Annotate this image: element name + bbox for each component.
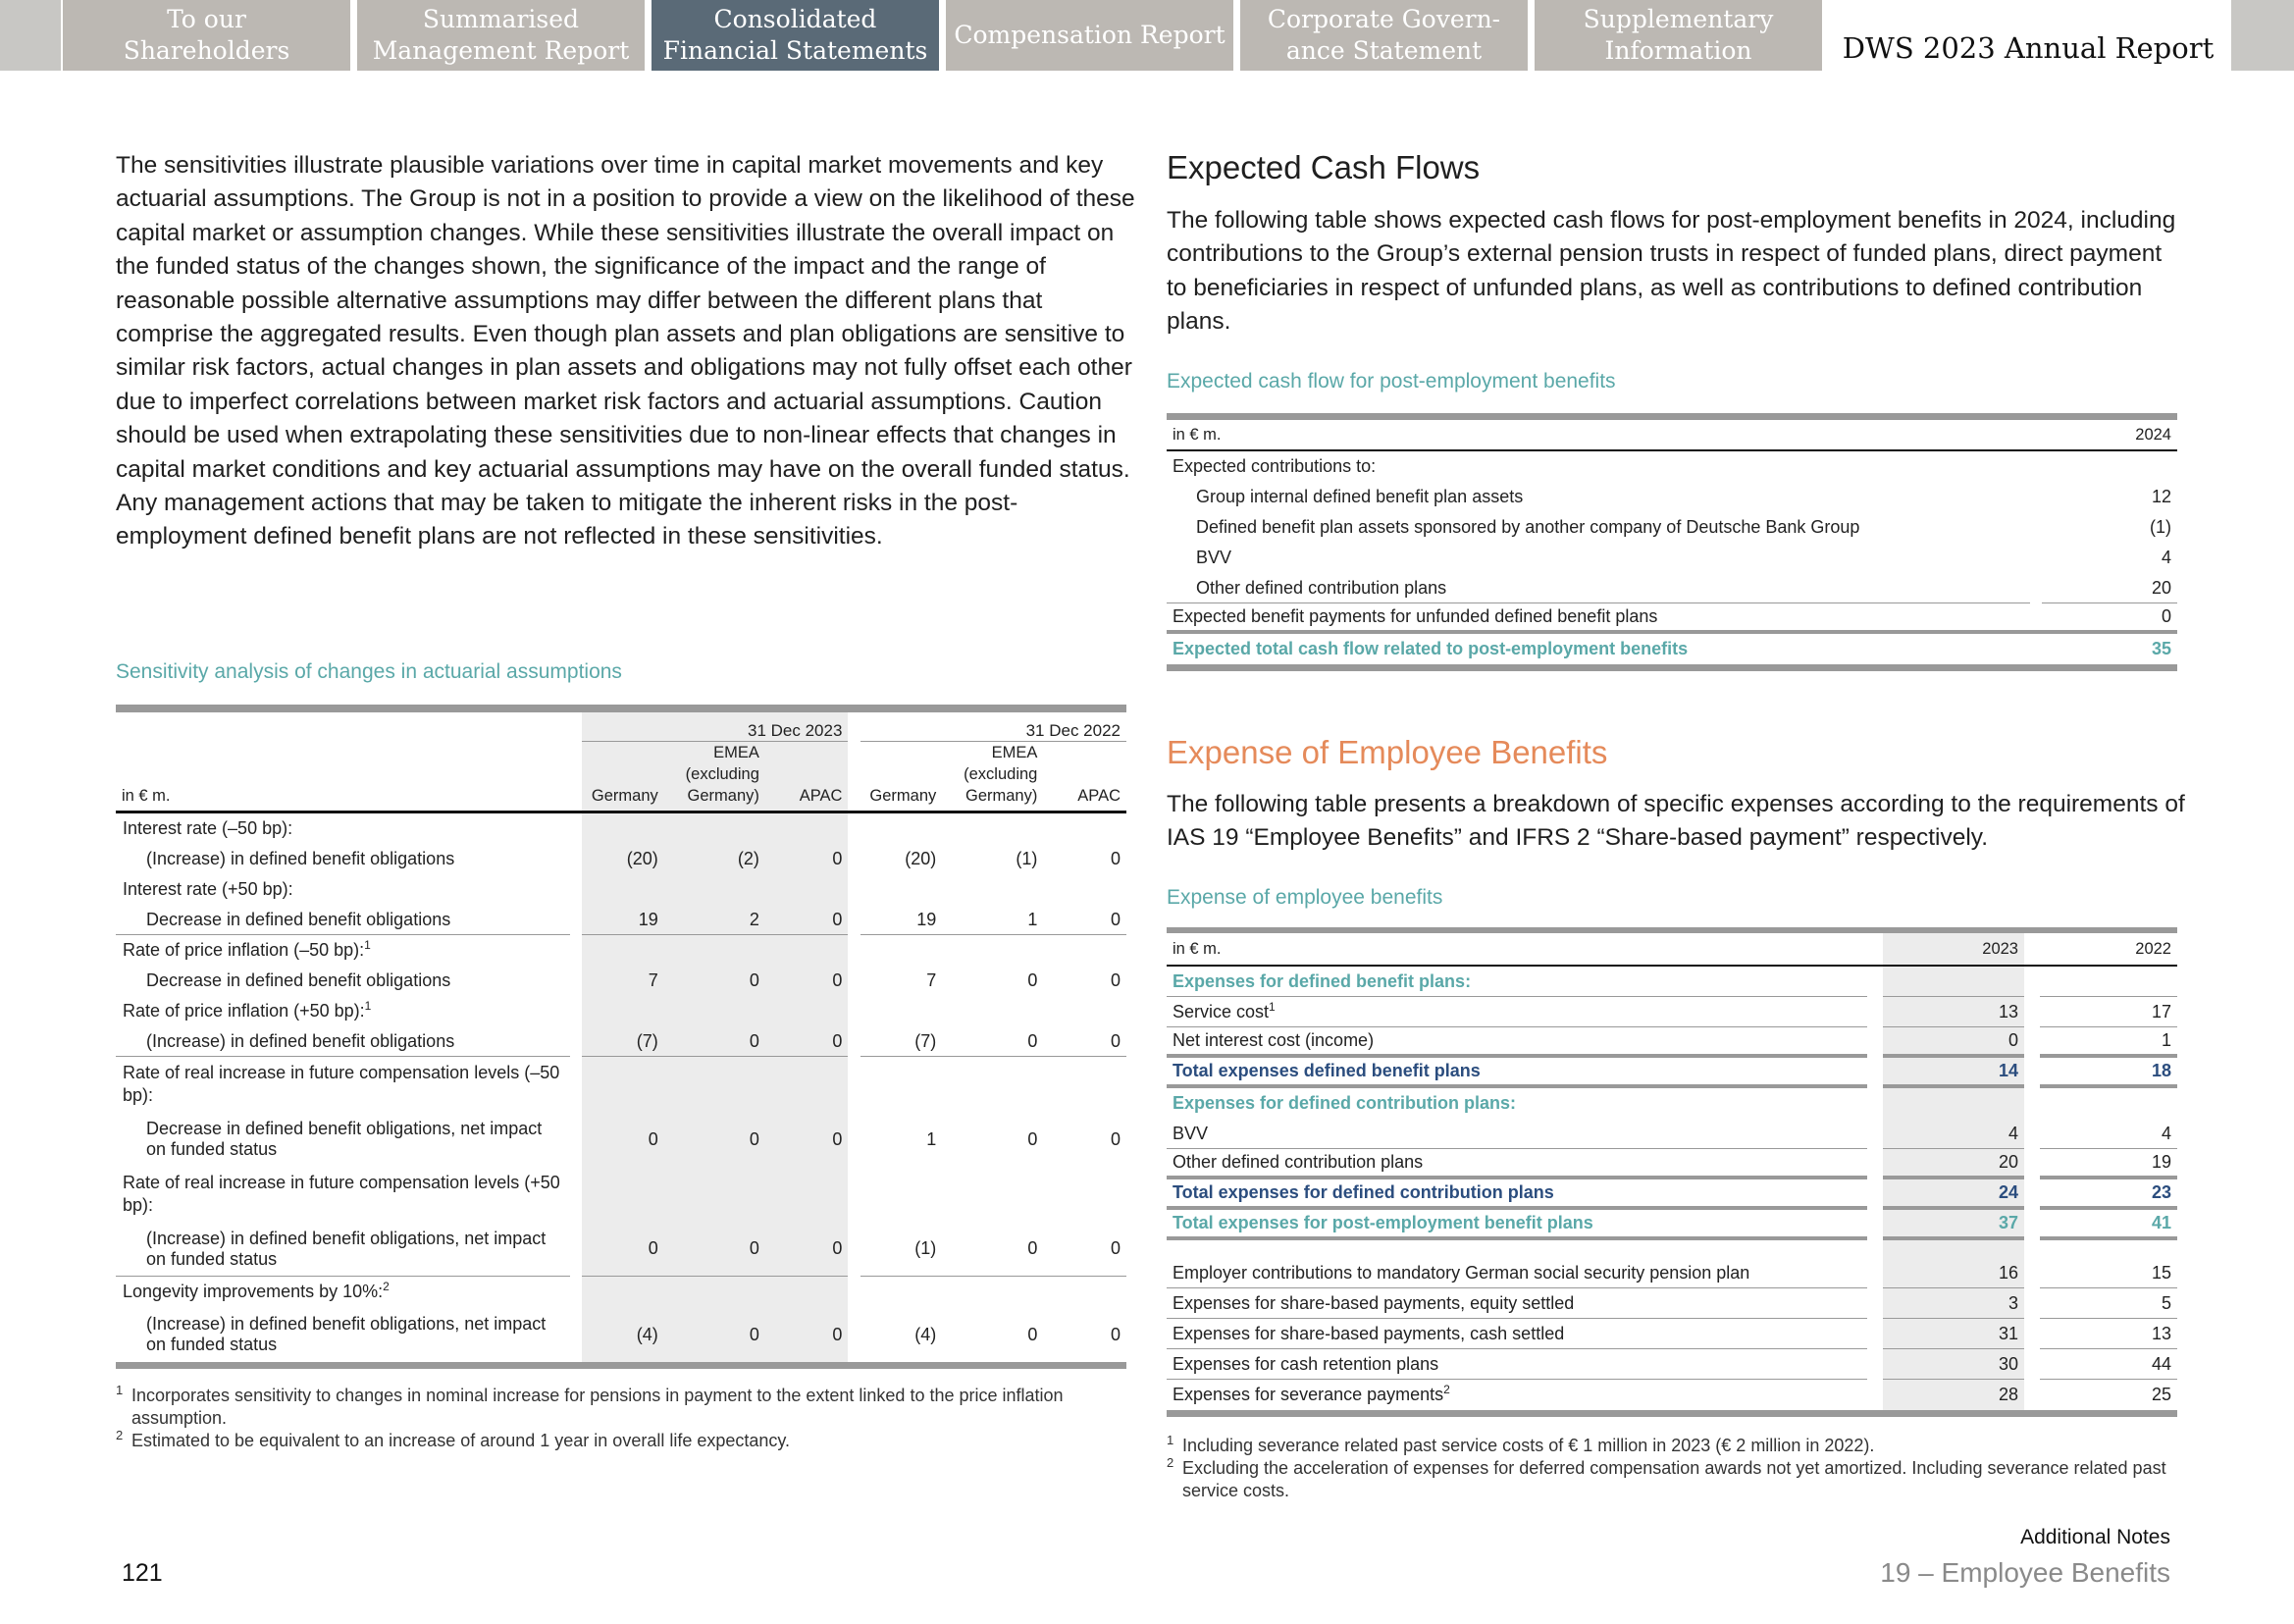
cell-value: 1 bbox=[942, 905, 1043, 935]
row-label: Other defined contribution plans bbox=[1167, 573, 2030, 603]
nav-tab-to-our-shareholders[interactable] bbox=[63, 0, 350, 71]
row-label bbox=[116, 874, 570, 905]
cell-value-2022: 1 bbox=[2040, 1027, 2177, 1058]
cell-value: 0 bbox=[1027, 1128, 1038, 1149]
table-row-group-label bbox=[116, 935, 1126, 966]
table-row-group-label bbox=[116, 1277, 1126, 1307]
cell-value bbox=[582, 813, 664, 844]
table-row-group-label bbox=[116, 1167, 1126, 1222]
row-label bbox=[116, 1167, 570, 1222]
expense-table bbox=[1167, 927, 2177, 1417]
table-row bbox=[116, 905, 1126, 935]
cell-value bbox=[664, 1167, 765, 1222]
cell-value-2022: 41 bbox=[2040, 1210, 2177, 1240]
expense-table-caption: Expense of employee benefits bbox=[1167, 886, 1443, 909]
cell-value bbox=[942, 1277, 1043, 1307]
col-header-emea-line: EMEA bbox=[713, 744, 759, 761]
table-row bbox=[1167, 1288, 2177, 1319]
row-label-text: Expenses for defined contribution plans: bbox=[1173, 1093, 1517, 1113]
table-row-total bbox=[1167, 634, 2177, 664]
cell-value: 19 bbox=[860, 905, 943, 935]
year-header-2023: 2023 bbox=[1883, 933, 2024, 967]
table-row bbox=[1167, 573, 2177, 603]
table-row bbox=[116, 844, 1126, 874]
cell-value bbox=[942, 935, 1043, 966]
cell-value bbox=[765, 813, 849, 844]
cell-value bbox=[664, 874, 765, 905]
row-label bbox=[1167, 1319, 1867, 1349]
footnote bbox=[1167, 1435, 2187, 1457]
expenses-heading: Expense of Employee Benefits bbox=[1167, 734, 1608, 770]
table-row bbox=[116, 966, 1126, 996]
row-label-text: BVV bbox=[1173, 1123, 1209, 1143]
cell-value: 1 bbox=[926, 1128, 937, 1149]
nav-tab-label: ance Statement bbox=[1285, 36, 1483, 65]
table-row bbox=[1167, 1027, 2177, 1058]
row-label-text: Expenses for share-based payments, cash settled bbox=[1173, 1323, 1565, 1343]
cell-value-2022: 23 bbox=[2040, 1179, 2177, 1210]
cell-value-2022: 15 bbox=[2040, 1258, 2177, 1288]
cell-value-2022: 13 bbox=[2040, 1319, 2177, 1349]
col-header-emea-line: Germany) bbox=[965, 787, 1038, 805]
table-row bbox=[1167, 1088, 2177, 1119]
col-header-germany: Germany bbox=[860, 742, 943, 813]
row-label-text: (Increase) in defined benefit obligations, net impact on funded status bbox=[146, 1228, 547, 1269]
table-row bbox=[116, 1307, 1126, 1362]
cell-value: (7) bbox=[582, 1026, 664, 1057]
row-label bbox=[1167, 967, 1867, 997]
row-label bbox=[1167, 1258, 1867, 1288]
nav-tab-label: Management Report bbox=[372, 36, 630, 65]
row-label-text: Expenses for severance payments bbox=[1173, 1385, 1444, 1404]
row-label bbox=[116, 1026, 570, 1057]
cell-value: 0 bbox=[664, 1026, 765, 1057]
footnote-mark: 2 bbox=[1167, 1455, 1174, 1470]
row-label-text: Expenses for defined benefit plans: bbox=[1173, 970, 1472, 991]
expenses-paragraph: The following table presents a breakdown of specific expenses according to the requirements of IAS 19 “Employee Benefits” and IFRS 2 “Share-based payment” respectively. bbox=[1167, 791, 2185, 852]
table-row bbox=[1167, 482, 2177, 512]
nav-tab-summarised-management-report[interactable] bbox=[357, 0, 645, 71]
col-header-apac: APAC bbox=[765, 742, 849, 813]
row-label-text: Rate of price inflation (–50 bp): bbox=[123, 940, 365, 960]
cell-value: 0 bbox=[1027, 970, 1038, 990]
nav-tab-compensation-report[interactable] bbox=[946, 0, 1233, 71]
col-header-emea-line: EMEA bbox=[991, 744, 1038, 761]
row-label-text: Decrease in defined benefit obligations, net impact on funded status bbox=[146, 1119, 543, 1159]
cell-value bbox=[860, 813, 943, 844]
cell-value: 0 bbox=[664, 1307, 765, 1362]
row-label-text: Decrease in defined benefit obligations bbox=[146, 970, 451, 990]
intro-paragraph: The sensitivities illustrate plausible variations over time in capital market movements and key actuarial assumptions. The Group is not in a position to provide a view on the likelihood of these capital market or assumption changes. While these sensitivities illustrate the overall impact on the funded status of the changes shown, the significance of the impact and the range of reasonable possible alternative assumptions may differ between the different plans that comprise the aggregated results. Even though plan assets and plan obligations are sensitive to similar risk factors, actual changes in plan assets and obligations may not fully offset each other due to imperfect correlations between market risk factors and actuarial assumptions. Caution should be used when extrapolating these sensitivities due to non-linear effects that changes in capital market conditions and key actuarial assumptions may have on the overall funded status. Any management actions that may be taken to mitigate the inherent risks in the post-employment defined benefit plans are not reflected in these sensitivities. bbox=[116, 152, 1135, 550]
cell-value: 7 bbox=[926, 970, 937, 990]
row-label-text: Rate of real increase in future compensation levels (–50 bp): bbox=[123, 1063, 560, 1105]
table-row bbox=[1167, 1119, 2177, 1149]
cell-value-2023: 13 bbox=[1883, 997, 2024, 1027]
cell-value bbox=[942, 996, 1043, 1026]
row-value: (1) bbox=[2150, 517, 2171, 537]
row-label: Defined benefit plan assets sponsored by another company of Deutsche Bank Group bbox=[1196, 517, 1860, 537]
cell-value bbox=[765, 1167, 849, 1222]
cell-value-2022: 19 bbox=[2040, 1149, 2177, 1179]
footnote-ref: 1 bbox=[1269, 999, 1276, 1014]
cell-value bbox=[664, 996, 765, 1026]
cell-value: (2) bbox=[664, 844, 765, 874]
unit-label: in € m. bbox=[1167, 420, 2030, 451]
table-row bbox=[1167, 967, 2177, 997]
sensitivity-table-caption: Sensitivity analysis of changes in actuarial assumptions bbox=[116, 660, 622, 683]
sensitivity-table bbox=[116, 705, 1126, 1369]
cell-value: 0 bbox=[1027, 1324, 1038, 1344]
table-row bbox=[1167, 997, 2177, 1027]
table-spacer-row bbox=[1167, 1240, 2177, 1258]
cell-value: 0 bbox=[765, 1112, 849, 1167]
top-navigation bbox=[0, 0, 2294, 71]
cell-value: 0 bbox=[664, 1112, 765, 1167]
cell-value bbox=[664, 1057, 765, 1112]
row-label bbox=[1167, 1380, 1867, 1410]
cell-value-2022: 5 bbox=[2040, 1288, 2177, 1319]
row-label bbox=[116, 935, 570, 966]
cell-value: 7 bbox=[582, 966, 664, 996]
cell-value: 0 bbox=[765, 1222, 849, 1277]
row-label bbox=[1167, 997, 1867, 1027]
cell-value bbox=[942, 1057, 1043, 1112]
cell-value: 0 bbox=[1110, 1324, 1121, 1344]
cell-value: 0 bbox=[765, 905, 849, 935]
cell-value-2023 bbox=[1883, 1088, 2024, 1119]
footnote-ref: 2 bbox=[383, 1280, 390, 1293]
table-row bbox=[1167, 1258, 2177, 1288]
cell-value bbox=[765, 1277, 849, 1307]
cell-value: (1) bbox=[1016, 849, 1038, 868]
table-row-total bbox=[1167, 1210, 2177, 1240]
cell-value bbox=[942, 1167, 1043, 1222]
cell-value: (1) bbox=[860, 1222, 943, 1277]
col-header-emea bbox=[664, 742, 765, 813]
cell-value bbox=[765, 874, 849, 905]
row-label-text: Rate of real increase in future compensation levels (+50 bp): bbox=[123, 1173, 560, 1215]
cell-value bbox=[664, 813, 765, 844]
footnote-text: Incorporates sensitivity to changes in nominal increase for pensions in payment to the extent linked to the price inflation assumption. bbox=[131, 1386, 1064, 1428]
table-row bbox=[116, 1222, 1126, 1277]
cell-value: 0 bbox=[1043, 905, 1126, 935]
cell-value: 0 bbox=[942, 1222, 1043, 1277]
cell-value bbox=[582, 935, 664, 966]
nav-tab-label: Information bbox=[1604, 36, 1752, 65]
year-header: 2024 bbox=[2042, 420, 2177, 451]
footnote-ref: 1 bbox=[364, 938, 371, 952]
row-label: BVV bbox=[1196, 548, 1232, 567]
cell-value-2023: 4 bbox=[1883, 1119, 2024, 1149]
cell-value: (20) bbox=[582, 844, 664, 874]
cell-value: 0 bbox=[664, 966, 765, 996]
row-label bbox=[1167, 1179, 1867, 1210]
cell-value bbox=[1043, 813, 1126, 844]
row-label-text: Total expenses for defined contribution plans bbox=[1173, 1182, 1554, 1202]
cell-value: (20) bbox=[905, 849, 937, 868]
cell-value-2023: 31 bbox=[1883, 1319, 2024, 1349]
table-row bbox=[1167, 603, 2177, 634]
table-row bbox=[1167, 1380, 2177, 1410]
cash-flow-table bbox=[1167, 413, 2177, 671]
row-label bbox=[116, 813, 570, 844]
row-label bbox=[116, 1307, 570, 1362]
cell-value bbox=[765, 1057, 849, 1112]
cell-value bbox=[582, 996, 664, 1026]
table-row-group-label bbox=[116, 874, 1126, 905]
row-label bbox=[1167, 1058, 1867, 1088]
row-label: Expected contributions to: bbox=[1173, 456, 1377, 476]
cell-value bbox=[1043, 1277, 1126, 1307]
row-label bbox=[116, 996, 570, 1026]
cell-value bbox=[765, 935, 849, 966]
table-row bbox=[1167, 543, 2177, 573]
cell-value bbox=[582, 1167, 664, 1222]
row-label bbox=[116, 966, 570, 996]
cell-value bbox=[582, 1277, 664, 1307]
row-label-text: Employer contributions to mandatory German social security pension plan bbox=[1173, 1262, 1750, 1283]
cell-value-2022: 44 bbox=[2040, 1349, 2177, 1380]
footnote-text: Excluding the acceleration of expenses for deferred compensation awards not yet amortized. Including severance related past service costs. bbox=[1182, 1458, 2166, 1500]
cell-value bbox=[860, 1167, 943, 1222]
col-header-emea-line: Germany) bbox=[687, 787, 759, 805]
row-label-text: Interest rate (–50 bp): bbox=[123, 818, 293, 838]
cell-value: 0 bbox=[765, 1026, 849, 1057]
cell-value bbox=[664, 935, 765, 966]
table-row bbox=[116, 1026, 1126, 1057]
cell-value-2022: 17 bbox=[2040, 997, 2177, 1027]
cell-value bbox=[860, 996, 943, 1026]
row-value: 12 bbox=[2151, 487, 2171, 506]
cell-value-2023: 30 bbox=[1883, 1349, 2024, 1380]
footnote-mark: 2 bbox=[116, 1428, 124, 1442]
cell-value: 0 bbox=[942, 1026, 1043, 1057]
table-row bbox=[1167, 1349, 2177, 1380]
cell-value-2023: 20 bbox=[1883, 1149, 2024, 1179]
row-label bbox=[116, 905, 570, 935]
table-row-group-label bbox=[116, 1057, 1126, 1112]
table-row-group-label bbox=[116, 996, 1126, 1026]
col-header-apac: APAC bbox=[1043, 742, 1126, 813]
row-value: 20 bbox=[2042, 573, 2177, 603]
cell-value: 0 bbox=[1043, 1222, 1126, 1277]
row-label bbox=[1167, 1288, 1867, 1319]
table-row bbox=[1167, 512, 2177, 543]
row-value: 35 bbox=[2151, 639, 2171, 658]
row-label-text: Total expenses for post-employment benefit plans bbox=[1173, 1213, 1593, 1232]
cell-value bbox=[1043, 935, 1126, 966]
expense-footnotes bbox=[1167, 1435, 2187, 1502]
col-header-emea bbox=[942, 742, 1043, 813]
row-label-text: (Increase) in defined benefit obligations bbox=[146, 849, 455, 868]
period-header-2022: 31 Dec 2022 bbox=[860, 712, 1126, 742]
footer-section-link[interactable]: Additional Notes bbox=[2020, 1526, 2170, 1548]
nav-tab-corporate-governance-statement[interactable] bbox=[1240, 0, 1528, 71]
cell-value bbox=[1043, 874, 1126, 905]
cell-value-2022: 25 bbox=[2151, 1385, 2171, 1404]
cell-value: 2 bbox=[664, 905, 765, 935]
row-label bbox=[1167, 1027, 1867, 1058]
col-header-emea-line: (excluding bbox=[685, 765, 759, 783]
row-label-text: (Increase) in defined benefit obligations, net impact on funded status bbox=[146, 1314, 547, 1354]
row-label: Group internal defined benefit plan assets bbox=[1196, 487, 1524, 506]
row-label bbox=[1167, 1349, 1867, 1380]
cell-value: 0 bbox=[1110, 1128, 1121, 1149]
cell-value: 0 bbox=[765, 966, 849, 996]
row-label-text: Decrease in defined benefit obligations bbox=[146, 909, 451, 929]
row-label-text: Rate of price inflation (+50 bp): bbox=[123, 1001, 365, 1021]
row-label-text: Interest rate (+50 bp): bbox=[123, 879, 293, 899]
footnote-mark: 1 bbox=[1167, 1433, 1174, 1447]
footnote bbox=[116, 1430, 1136, 1452]
row-label-text: Expenses for share-based payments, equity settled bbox=[1173, 1292, 1575, 1313]
cell-value bbox=[582, 1057, 664, 1112]
nav-edge-left bbox=[0, 0, 61, 71]
table-top-rule bbox=[116, 705, 1126, 712]
cell-value bbox=[1043, 1057, 1126, 1112]
table-row bbox=[116, 1112, 1126, 1167]
cell-value-2022 bbox=[2040, 1088, 2177, 1119]
cell-value: 0 bbox=[582, 1112, 664, 1167]
cell-value: 0 bbox=[664, 1222, 765, 1277]
cell-value bbox=[860, 874, 943, 905]
cell-value: 0 bbox=[765, 844, 849, 874]
row-label-text: Other defined contribution plans bbox=[1173, 1152, 1424, 1172]
nav-tab-label: Compensation Report bbox=[954, 21, 1225, 49]
cell-value: 19 bbox=[582, 905, 664, 935]
row-label bbox=[1167, 1088, 1867, 1119]
row-label bbox=[1167, 1119, 1867, 1149]
cell-value-2023: 16 bbox=[1883, 1258, 2024, 1288]
table-bottom-rule bbox=[1167, 1410, 2177, 1417]
cell-value bbox=[765, 996, 849, 1026]
cell-value-2023: 28 bbox=[1883, 1380, 2024, 1410]
row-value: 4 bbox=[2161, 548, 2171, 567]
nav-tab-label: Shareholders bbox=[123, 36, 290, 65]
cell-value-2022: 18 bbox=[2040, 1058, 2177, 1088]
col-header-germany: Germany bbox=[582, 742, 664, 813]
cell-value bbox=[1043, 1167, 1126, 1222]
nav-edge-right bbox=[2231, 0, 2294, 71]
cell-value bbox=[860, 935, 943, 966]
cash-flows-heading: Expected Cash Flows bbox=[1167, 149, 1481, 185]
row-label-text: Net interest cost (income) bbox=[1173, 1030, 1375, 1050]
row-value: 0 bbox=[2042, 603, 2177, 634]
row-label bbox=[116, 1057, 570, 1112]
table-bottom-rule bbox=[1167, 664, 2177, 671]
table-row-total bbox=[1167, 1058, 2177, 1088]
footer-subsection-link[interactable]: 19 – Employee Benefits bbox=[1880, 1557, 2170, 1588]
cell-value-2023 bbox=[1883, 967, 2024, 997]
nav-tab-supplementary-information[interactable] bbox=[1535, 0, 1822, 71]
table-row-group-label bbox=[116, 813, 1126, 844]
row-label bbox=[116, 1277, 570, 1307]
table-top-rule bbox=[1167, 413, 2177, 420]
col-header-emea-line: (excluding bbox=[964, 765, 1038, 783]
cell-value: (4) bbox=[582, 1307, 664, 1362]
cash-flows-paragraph: The following table shows expected cash flows for post-employment benefits in 2024, including contributions to the Group’s external pension trusts in respect of funded plans, direct payment to beneficiaries in respect of unfunded plans, as well as contributions to defined contribution plans. bbox=[1167, 207, 2176, 336]
nav-tab-consolidated-financial-statements[interactable] bbox=[652, 0, 939, 71]
cell-value-2023: 14 bbox=[1883, 1058, 2024, 1088]
row-label bbox=[1167, 1210, 1867, 1240]
cell-value bbox=[664, 1277, 765, 1307]
row-label: Expected benefit payments for unfunded defined benefit plans bbox=[1167, 603, 2030, 634]
cell-value bbox=[860, 1277, 943, 1307]
table-bottom-rule bbox=[116, 1362, 1126, 1369]
cell-value bbox=[582, 874, 664, 905]
nav-tab-label: Consolidated bbox=[713, 5, 877, 33]
cell-value-2022 bbox=[2040, 967, 2177, 997]
row-label bbox=[116, 1222, 570, 1277]
cell-value-2023: 37 bbox=[1883, 1210, 2024, 1240]
cell-value: 0 bbox=[765, 1307, 849, 1362]
cell-value bbox=[860, 1057, 943, 1112]
cell-value: (4) bbox=[914, 1324, 937, 1344]
cell-value bbox=[1043, 996, 1126, 1026]
footnote-text: Including severance related past service costs of € 1 million in 2023 (€ 2 million in 2022). bbox=[1182, 1436, 1875, 1455]
nav-tab-label: Corporate Govern- bbox=[1267, 5, 1501, 33]
cell-value: 0 bbox=[1110, 849, 1121, 868]
cell-value-2023: 24 bbox=[1883, 1179, 2024, 1210]
cell-value bbox=[942, 874, 1043, 905]
cell-value-2023: 3 bbox=[1883, 1288, 2024, 1319]
cell-value-2023: 0 bbox=[1883, 1027, 2024, 1058]
footnote bbox=[1167, 1457, 2187, 1502]
period-header-2023: 31 Dec 2023 bbox=[582, 712, 848, 742]
row-label-text: Expenses for cash retention plans bbox=[1173, 1353, 1439, 1374]
table-row bbox=[1167, 1319, 2177, 1349]
footnote-ref: 1 bbox=[364, 999, 372, 1013]
row-label-text: (Increase) in defined benefit obligations bbox=[146, 1030, 455, 1051]
cash-flow-table-caption: Expected cash flow for post-employment benefits bbox=[1167, 370, 1616, 393]
cell-value: (7) bbox=[860, 1026, 943, 1057]
row-label-text: Longevity improvements by 10%: bbox=[123, 1282, 384, 1301]
row-label-text: Total expenses defined benefit plans bbox=[1173, 1061, 1481, 1080]
cell-value bbox=[942, 813, 1043, 844]
footnote bbox=[116, 1385, 1136, 1430]
table-row-total bbox=[1167, 1179, 2177, 1210]
cell-value: 0 bbox=[582, 1222, 664, 1277]
footnote-text: Estimated to be equivalent to an increase of around 1 year in overall life expectancy. bbox=[131, 1431, 791, 1450]
table-row bbox=[1167, 1149, 2177, 1179]
row-label bbox=[116, 844, 570, 874]
row-value bbox=[2042, 451, 2177, 482]
row-label bbox=[1167, 1149, 1867, 1179]
row-label bbox=[116, 1112, 570, 1167]
nav-tab-label: Financial Statements bbox=[662, 36, 928, 65]
sensitivity-footnotes bbox=[116, 1385, 1136, 1452]
year-header-2022: 2022 bbox=[2040, 933, 2177, 967]
row-label: Expected total cash flow related to post-employment benefits bbox=[1173, 639, 1689, 658]
page-number: 121 bbox=[122, 1559, 163, 1587]
row-label-text: Service cost bbox=[1173, 1001, 1270, 1022]
unit-label: in € m. bbox=[1167, 933, 1867, 967]
unit-label: in € m. bbox=[116, 742, 570, 813]
footnote-ref: 2 bbox=[1443, 1383, 1450, 1396]
nav-tab-label: Summarised bbox=[422, 5, 580, 33]
cell-value-2022: 4 bbox=[2040, 1119, 2177, 1149]
table-row bbox=[1167, 451, 2177, 482]
report-title: DWS 2023 Annual Report bbox=[1842, 31, 2215, 65]
cell-value: 0 bbox=[1110, 970, 1121, 990]
nav-tab-label: To our bbox=[167, 5, 246, 33]
nav-tab-label: Supplementary bbox=[1583, 5, 1774, 33]
cell-value: 0 bbox=[1043, 1026, 1126, 1057]
footnote-mark: 1 bbox=[116, 1383, 124, 1397]
